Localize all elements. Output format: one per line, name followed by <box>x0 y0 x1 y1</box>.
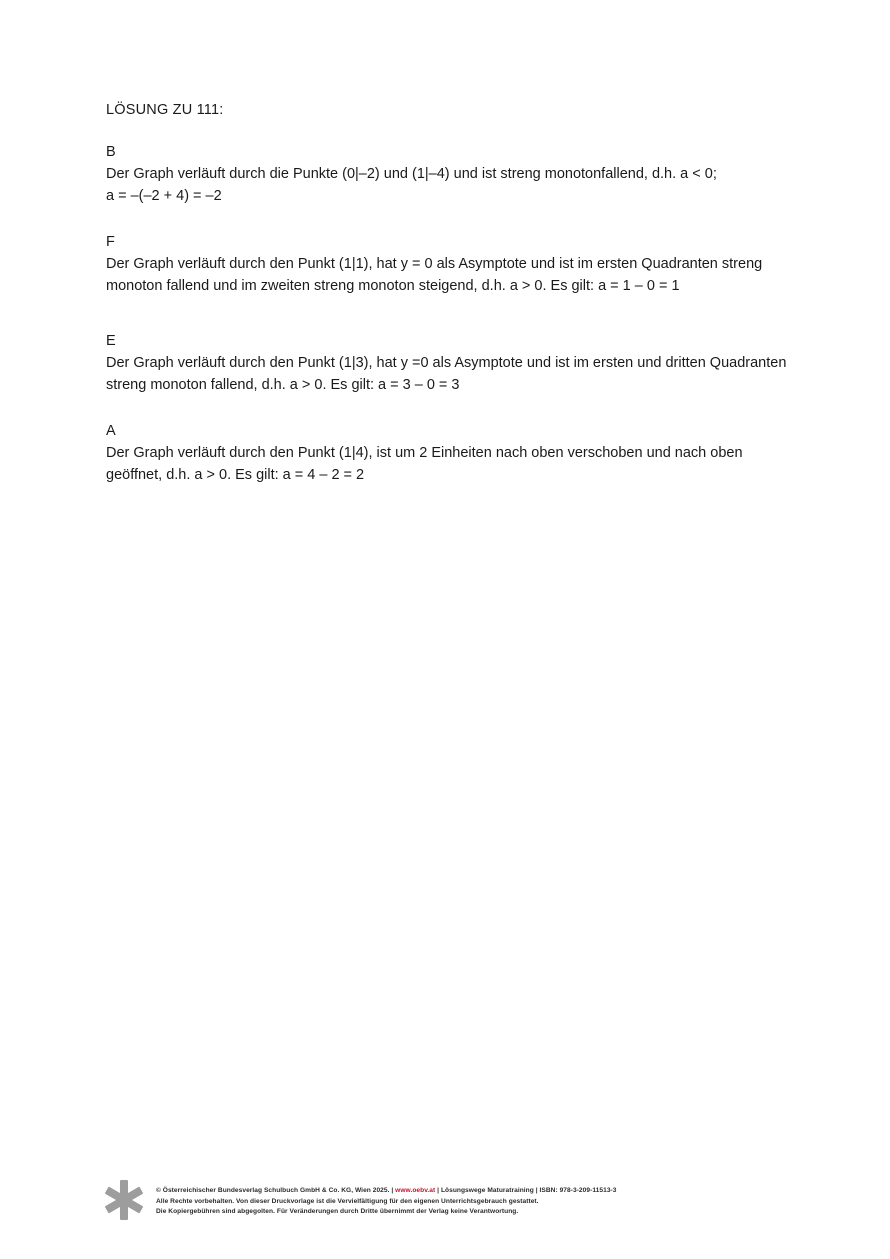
block-line: Der Graph verläuft durch die Punkte (0|–2) und (1|–4) und ist streng monotonfallend, d.h. a < 0; <box>106 166 717 183</box>
block-line: monoton fallend und im zweiten streng monoton steigend, d.h. a > 0. Es gilt: a = 1 – 0 = 1 <box>106 277 680 294</box>
footer-copyright-line <box>156 1186 796 1197</box>
page-footer <box>0 1178 890 1248</box>
oebv-asterisk-logo-icon <box>104 1179 144 1221</box>
solution-block-b <box>106 142 821 208</box>
footer-copyright-prefix: © Österreichischer Bundesverlag Schulbuch GmbH & Co. KG, Wien 2025. | <box>156 1187 396 1194</box>
footer-copyright-suffix: | Lösungswege Maturatraining | ISBN: 978-3-209-11513-3 <box>435 1187 617 1194</box>
footer-rights-line: Alle Rechte vorbehalten. Von dieser Druckvorlage ist die Vervielfältigung für den eigenen Unterrichtsgebrauch gestattet. <box>156 1197 539 1205</box>
block-line: Der Graph verläuft durch den Punkt (1|3), hat y =0 als Asymptote und ist im ersten und dritten Quadranten <box>106 355 787 372</box>
block-line: Der Graph verläuft durch den Punkt (1|4), ist um 2 Einheiten nach oben verschoben und nach oben <box>106 444 743 461</box>
footer-fees-line: Die Kopiergebühren sind abgegolten. Für Veränderungen durch Dritte übernimmt der Verlag keine Verantwortung. <box>156 1208 519 1216</box>
document-content <box>106 100 821 510</box>
block-line: geöffnet, d.h. a > 0. Es gilt: a = 4 – 2 = 2 <box>106 466 365 483</box>
block-label: B <box>106 144 116 161</box>
block-label: A <box>106 422 116 439</box>
footer-text-block <box>156 1186 796 1218</box>
block-line: streng monoton fallend, d.h. a > 0. Es gilt: a = 3 – 0 = 3 <box>106 377 460 394</box>
block-label: E <box>106 333 116 350</box>
solution-block-a <box>106 421 821 487</box>
solution-block-f <box>106 232 821 298</box>
solution-block-e <box>106 331 821 397</box>
page-title: LÖSUNG ZU 111: <box>106 102 224 118</box>
block-line: a = –(–2 + 4) = –2 <box>106 188 222 205</box>
block-line: Der Graph verläuft durch den Punkt (1|1), hat y = 0 als Asymptote und ist im ersten Quadranten streng <box>106 255 763 272</box>
footer-website-link[interactable]: www.oebv.at <box>395 1187 436 1194</box>
block-label: F <box>106 233 115 250</box>
